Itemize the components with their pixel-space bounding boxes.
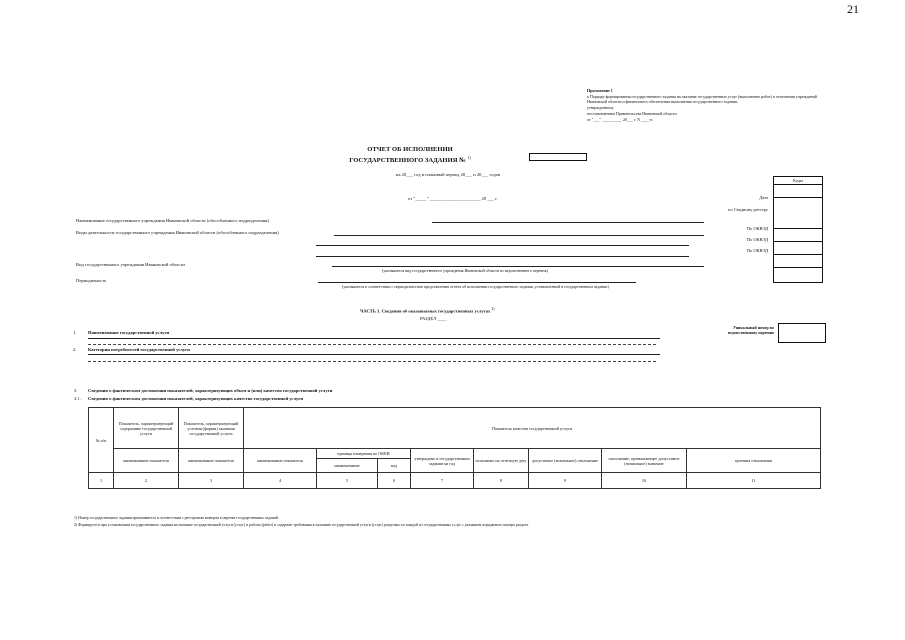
periodicity-hint: (указывается в соответствии с периодичностью представления отчета об исполнении государственного задания, установленной в государственном задании) xyxy=(342,284,609,289)
footnote-ref: 2) xyxy=(491,307,495,311)
part1-title-text: ЧАСТЬ 1. Сведения об оказываемых государственных услугах xyxy=(360,308,491,314)
section-label: РАЗДЕЛ ____ xyxy=(420,316,447,321)
periodicity-label: Периодичность xyxy=(76,278,107,283)
service-name-label: Наименование государственной услуги xyxy=(88,330,170,335)
report-number-field[interactable] xyxy=(529,153,587,161)
quality-label: Сведения о фактическом достижении показателей, характеризующих качество государственной услуги xyxy=(88,396,304,401)
report-title-line1: ОТЧЕТ ОБ ИСПОЛНЕНИИ xyxy=(367,146,453,153)
report-title-line2 xyxy=(330,154,490,165)
code-label: По ОКВЭД xyxy=(746,226,768,231)
sub-unit-header: единица измерения по ОКЕИ xyxy=(317,449,411,459)
appendix-title: Приложение 1 xyxy=(587,88,613,93)
sub-exceed-header: отклонение, превышающее допустимое (возможное) значение xyxy=(602,449,687,473)
appendix-line: от "___" __________ 20___ г. N ____-п xyxy=(587,117,653,122)
sub-unit-code-header: код xyxy=(378,459,411,473)
column-number: 3 xyxy=(179,473,244,489)
footnote-ref: 1) xyxy=(467,155,471,160)
code-label: Дата xyxy=(759,195,768,200)
col-number-header: № п/п xyxy=(89,408,114,473)
report-title xyxy=(330,146,490,165)
appendix-block xyxy=(587,88,827,123)
achievement-label: Сведения о фактическом достижении показателей, характеризующих объем и (или) качество государственной услуги xyxy=(88,388,333,393)
column-number: 11 xyxy=(687,473,821,489)
footnote: 2) Формируется при установлении государственного задания на оказание государственной услуги (услуг) и работы (работ) и содержит требования к оказанию государственной услуги (услуг) раздельно по каждой из государственных услуг с указанием порядкового номера раздела. xyxy=(74,523,529,527)
institution-kind-hint: (указывается вид государственного учреждения Ивановской области из ведомственного перечня) xyxy=(382,268,548,273)
institution-name-label: Наименование государственного учреждения Ивановской области (обособленного подразделения) xyxy=(76,218,269,223)
unique-number-label: Уникальный номер по ведомственному перечню xyxy=(727,325,774,335)
consumer-category-label: Категории потребителей государственной услуги xyxy=(88,347,190,352)
codes-header: Коды xyxy=(774,177,822,185)
column-number: 2 xyxy=(114,473,179,489)
code-cell[interactable] xyxy=(774,185,822,198)
code-cell[interactable] xyxy=(774,268,822,282)
page-number: 21 xyxy=(847,2,859,16)
footnote: 1) Номер государственного задания присваивается в соответствии с реестровым номером в перечне государственных заданий. xyxy=(74,516,279,520)
col-content-header: Показатель, характеризующий содержание государственной услуги xyxy=(114,408,179,449)
column-number: 1 xyxy=(89,473,114,489)
sub-reason-header: причина отклонения xyxy=(687,449,821,473)
column-number: 7 xyxy=(411,473,474,489)
appendix-line: постановлением Правительства Ивановской области xyxy=(587,111,677,116)
column-number: 6 xyxy=(378,473,411,489)
item-number: 1. xyxy=(73,330,77,335)
sub-name-header: наименование показателя xyxy=(179,449,244,473)
col-conditions-header: Показатель, характеризующий условия (формы) оказания государственной услуги xyxy=(179,408,244,449)
code-cell[interactable] xyxy=(774,242,822,255)
item-number: 2. xyxy=(73,347,77,352)
unique-number-field[interactable] xyxy=(778,323,826,343)
appendix-line: к Порядку формирования государственного задания на оказание государственных услуг (выполнение работ) в отношении учреждений Ивановской области и финансового обеспечения выполнения государственного задания, xyxy=(587,94,817,104)
sub-indicator-header: наименование показателя xyxy=(244,449,317,473)
sub-approved-header: утверждено в государственном задании на год xyxy=(411,449,474,473)
appendix-line: утвержденному xyxy=(587,105,614,110)
col-quality-header: Показатель качества государственной услуги xyxy=(244,408,821,449)
code-cell[interactable] xyxy=(774,229,822,242)
item-number: 3.1. xyxy=(74,396,81,401)
part1-title xyxy=(360,306,495,315)
sub-name-header: наименование показателя xyxy=(114,449,179,473)
sub-unit-name-header: наименование xyxy=(317,459,378,473)
column-number: 4 xyxy=(244,473,317,489)
codes-table xyxy=(773,176,823,283)
code-label: по Сводному реестру xyxy=(728,207,768,212)
column-number: 10 xyxy=(602,473,687,489)
quality-indicators-table xyxy=(88,407,821,489)
code-cell[interactable] xyxy=(774,255,822,268)
period-line: на 20___ год и плановый период 20___ и 20___ годов xyxy=(396,172,501,177)
activity-types-label: Виды деятельности государственного учреждения Ивановской области (обособленного подразделения) xyxy=(76,230,279,235)
code-label: По ОКВЭД xyxy=(746,237,768,242)
code-label: По ОКВЭД xyxy=(746,248,768,253)
code-cell[interactable] xyxy=(774,198,822,229)
column-number: 8 xyxy=(474,473,529,489)
column-number: 9 xyxy=(529,473,602,489)
item-number: 3. xyxy=(74,388,78,393)
report-title-text: ГОСУДАРСТВЕННОГО ЗАДАНИЯ № xyxy=(349,157,466,165)
date-line: от "_____" ______________________ 20 ___ г. xyxy=(408,196,498,201)
institution-kind-label: Вид государственного учреждения Ивановской области xyxy=(76,262,185,267)
column-number: 5 xyxy=(317,473,378,489)
sub-actual-header: исполнено на отчетную дату xyxy=(474,449,529,473)
sub-allowed-header: допустимое (возможное) отклонение xyxy=(529,449,602,473)
